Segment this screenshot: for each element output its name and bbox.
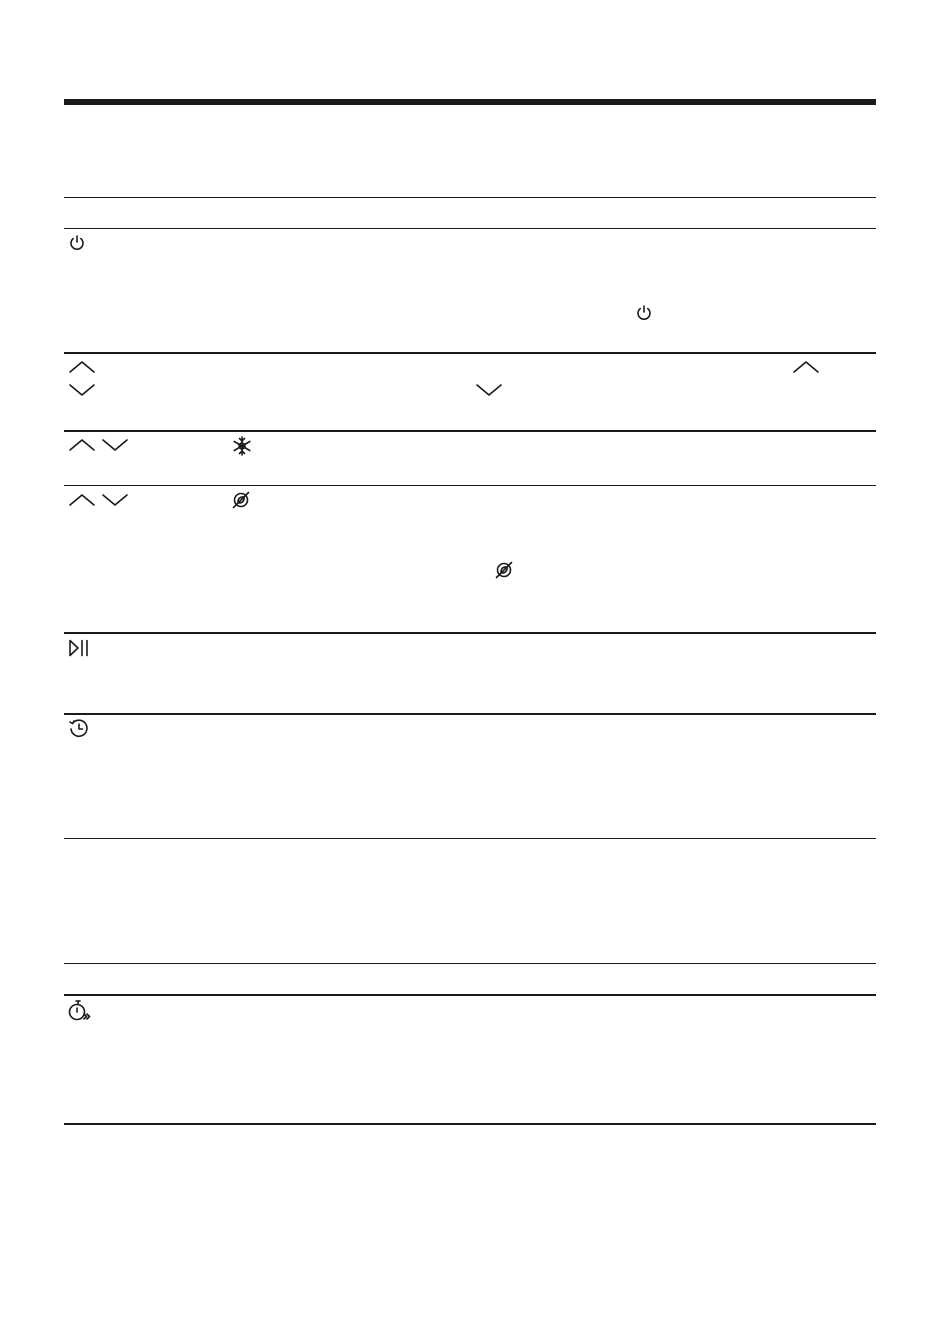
power-icon	[635, 304, 653, 322]
chevron-up-icon	[792, 359, 820, 375]
table-header-top-rule	[64, 197, 876, 198]
chevron-down-icon	[101, 437, 129, 453]
eco-circle-icon	[494, 560, 514, 580]
top-rule	[64, 99, 876, 105]
eco-circle-icon	[231, 490, 251, 510]
stopwatch-fast-icon	[67, 999, 91, 1023]
row-rule	[64, 352, 876, 354]
play-pause-icon	[68, 639, 90, 657]
row-rule	[64, 963, 876, 964]
chevron-up-icon	[68, 437, 96, 453]
chevron-down-icon	[68, 382, 96, 398]
table-bottom-rule	[64, 1123, 876, 1125]
row-rule	[64, 430, 876, 432]
row-rule	[64, 632, 876, 634]
chevron-down-icon	[475, 382, 503, 398]
chevron-down-icon	[101, 492, 129, 508]
row-rule	[64, 485, 876, 486]
row-rule	[64, 994, 876, 996]
chevron-up-icon	[68, 359, 96, 375]
clock-icon	[68, 718, 90, 740]
chevron-up-icon	[68, 492, 96, 508]
table-header-bottom-rule	[64, 228, 876, 229]
snowflake-icon	[232, 436, 252, 456]
row-rule	[64, 713, 876, 715]
power-icon	[68, 234, 86, 252]
row-rule	[64, 838, 876, 839]
